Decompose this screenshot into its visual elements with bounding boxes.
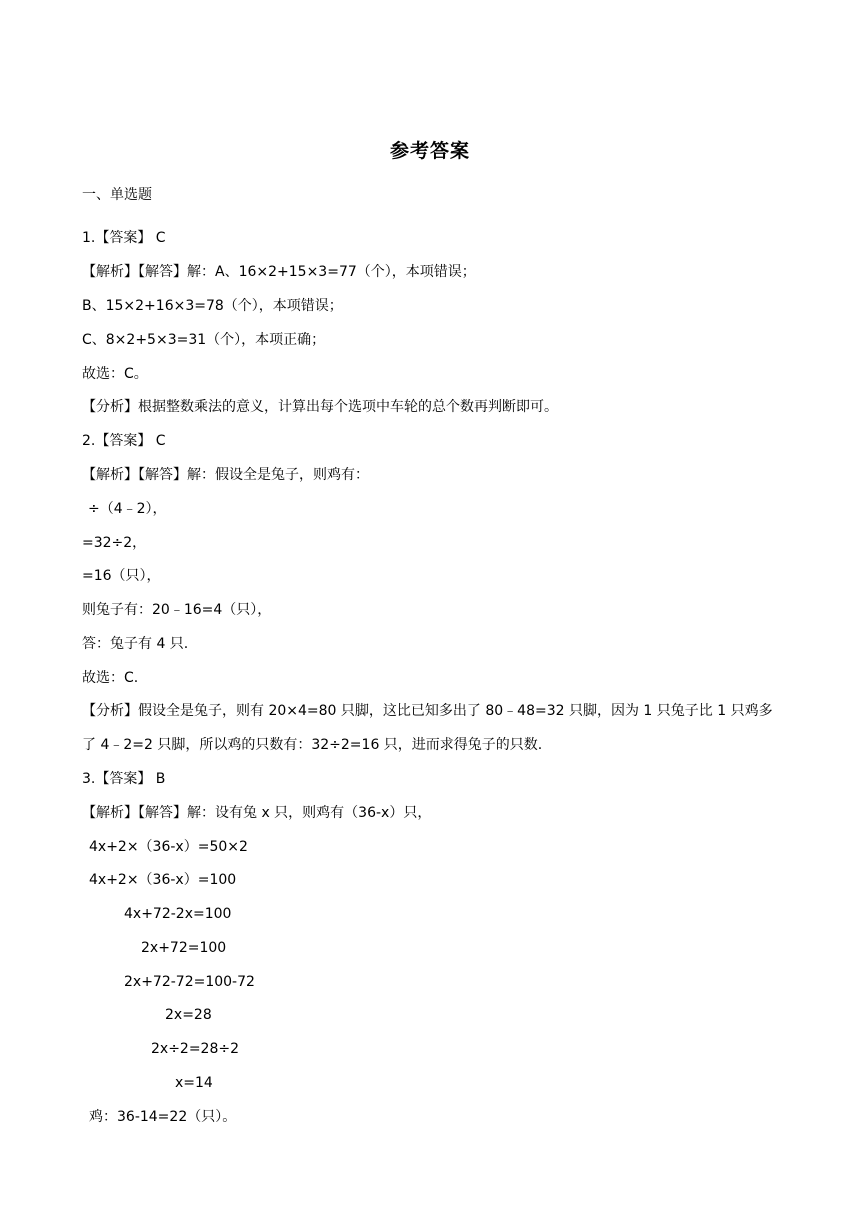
section-heading: 一、单选题 [82,187,152,203]
q2-calc-line: 则兔子有：20﹣16=4（只）， [82,602,272,618]
q2-explanation: 【分析】假设全是兔子，则有 20×4=80 只脚，这比已知多出了 80﹣48=32 只脚，因为 1 只兔子比 1 只鸡多 [82,703,773,719]
q3-equation-line: 2x=28 [165,1007,212,1023]
q2-explanation-cont: 了 4﹣2=2 只脚，所以鸡的只数有：32÷2=16 只，进而求得兔子的只数. [82,737,543,753]
q2-answer: 2.【答案】 C [82,433,166,449]
q1-analysis-line: B、15×2+16×3=78（个），本项错误； [82,298,343,314]
q3-equation-line: 2x+72=100 [141,940,227,956]
q3-equation-line: 2x+72-72=100-72 [124,974,255,990]
q3-analysis-line: 【解析】【解答】解：设有兔 x 只，则鸡有（36-x）只， [82,805,432,821]
q3-answer: 3.【答案】 B [82,771,166,787]
q3-equation-line: 2x÷2=28÷2 [151,1041,240,1057]
q3-result-line: 鸡：36-14=22（只）。 [89,1109,237,1125]
q1-analysis-line: 【解析】【解答】解：A、16×2+15×3=77（个），本项错误； [82,264,476,280]
q2-reply: 答：兔子有 4 只. [82,636,189,652]
q3-equation-line: x=14 [175,1075,213,1091]
q1-analysis-line: C、8×2+5×3=31（个），本项正确； [82,332,326,348]
page-title: 参考答案 [389,140,470,162]
q2-conclusion: 故选：C. [82,670,139,686]
q3-equation-line: 4x+2×（36-x）=50×2 [89,839,248,855]
q3-equation-line: 4x+2×（36-x）=100 [89,872,237,888]
q2-calc-line: =32÷2， [82,535,147,551]
q1-explanation: 【分析】根据整数乘法的意义，计算出每个选项中车轮的总个数再判断即可。 [82,399,558,415]
q2-calc-line: ÷（4﹣2）， [88,501,167,517]
q2-analysis-line: 【解析】【解答】解：假设全是兔子，则鸡有： [82,467,369,483]
q1-conclusion: 故选：C。 [82,366,148,382]
q1-answer: 1.【答案】 C [82,230,166,246]
q2-calc-line: =16（只）， [82,568,161,584]
q3-equation-line: 4x+72-2x=100 [124,906,232,922]
